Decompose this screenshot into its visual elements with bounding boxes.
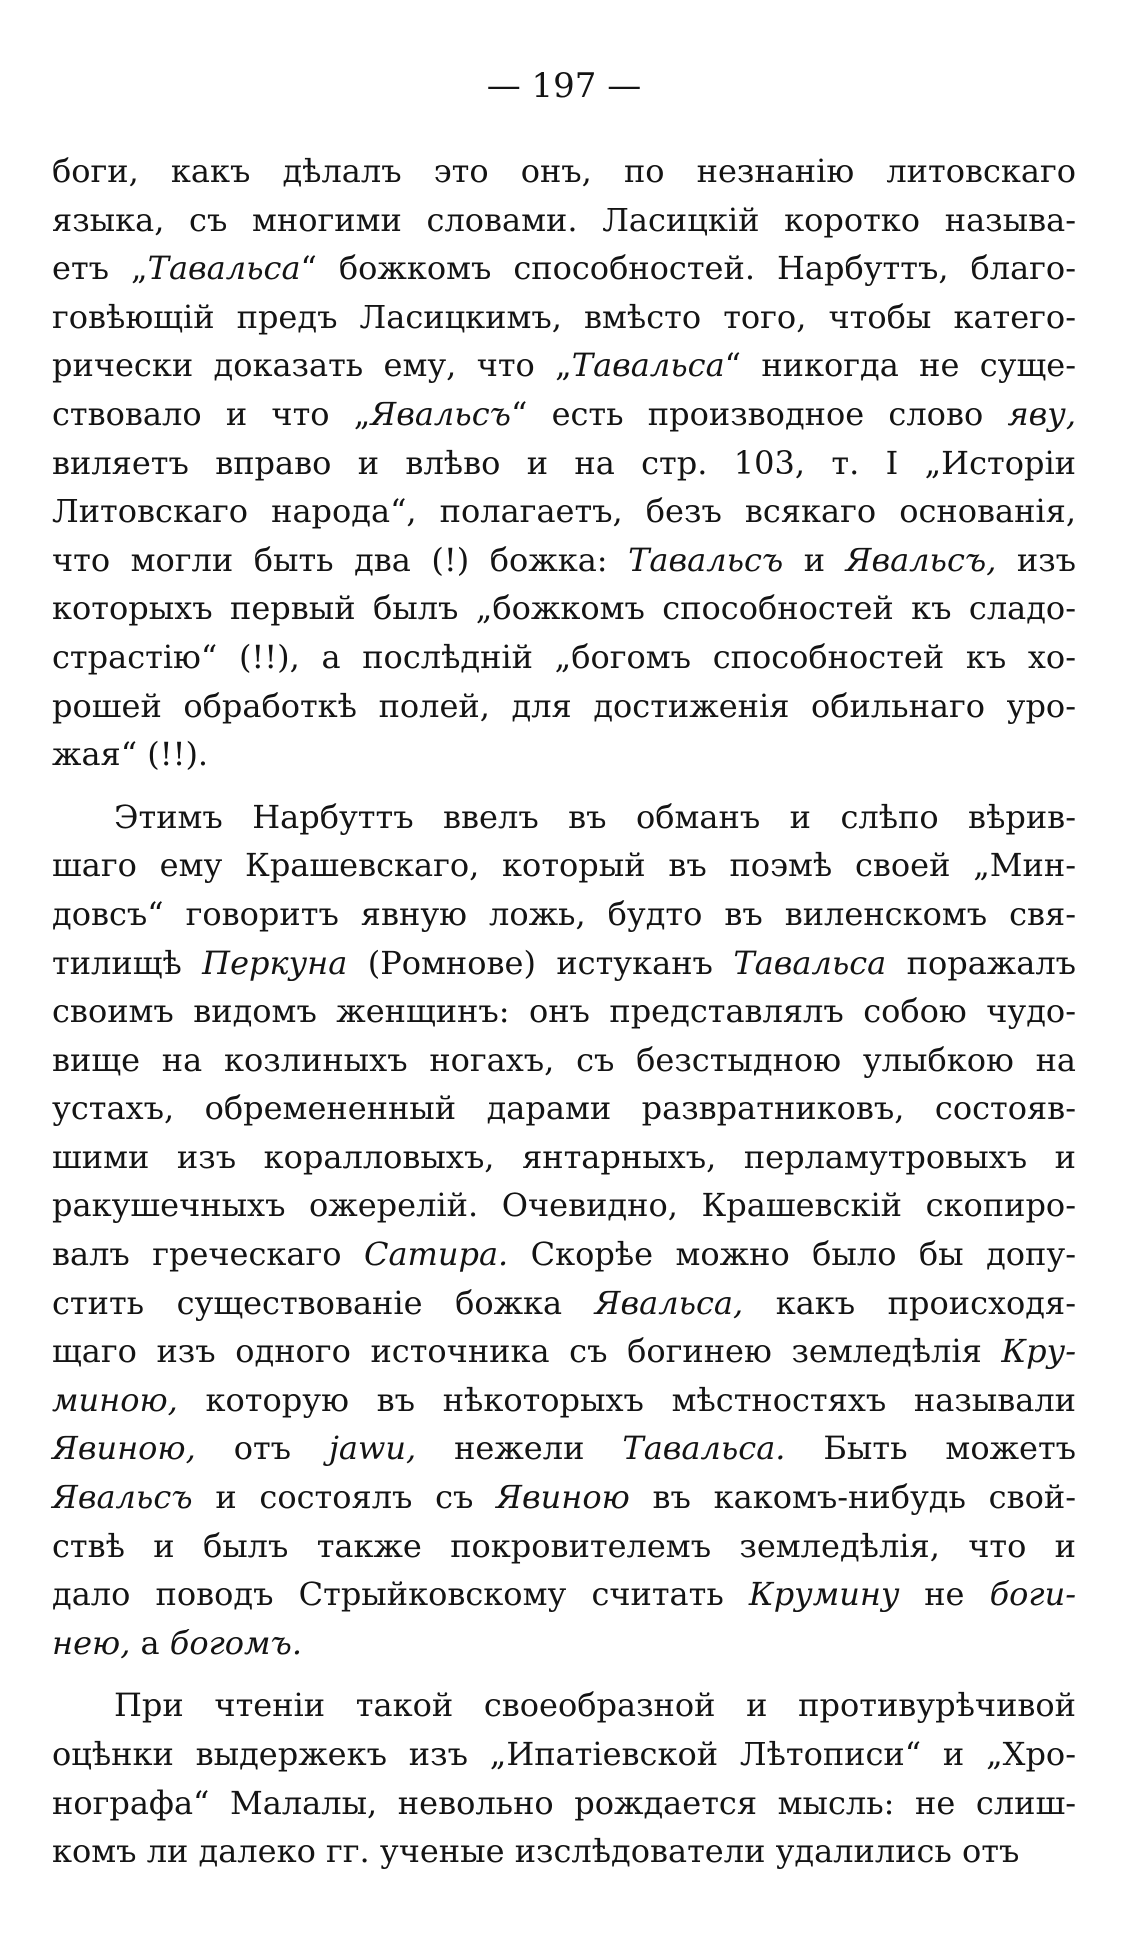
paragraph-gap [52, 1667, 1076, 1681]
book-page [52, 58, 1076, 1876]
text-line: устахъ, обремененный дарами развратниковъ, состояв- [52, 1089, 1076, 1128]
text-line: языка, съ многими словами. Ласицкій коротко называ- [52, 200, 1076, 239]
text-line: которыхъ первый былъ „божкомъ способностей къ сладо- [52, 589, 1076, 628]
text-line: шими изъ кораллoвыхъ, янтарныхъ, перламутровыхъ и [52, 1137, 1076, 1176]
page-number: — 197 — [486, 66, 642, 106]
text-body [52, 147, 1076, 1876]
text-line: боги, какъ дѣлалъ это онъ, по незнанію литовскаго [52, 152, 1076, 190]
text-line: миною, которую въ нѣкоторыхъ мѣстностяхъ называли [52, 1380, 1076, 1419]
text-line: комъ ли далеко гг. ученые изслѣдователи удалились отъ [52, 1832, 1020, 1871]
text-line: рошей обработкѣ полей, для достиженія обильнаго уро- [52, 686, 1076, 725]
paragraph-gap [52, 779, 1076, 793]
text-line: стить существованіе божка Явальса, какъ происходя- [52, 1283, 1077, 1322]
text-line: нею, а богомъ. [52, 1623, 303, 1662]
paragraph-1 [52, 147, 1076, 779]
text-line: вище на козлиныхъ ногахъ, съ безстыдною улыбкою на [52, 1040, 1076, 1079]
text-line: Явальсъ и состоялъ съ Явиною въ какомъ-нибудь свой- [52, 1478, 1076, 1517]
text-line: валъ греческаго Сатира. Скорѣе можно было бы допу- [52, 1235, 1077, 1274]
text-line: рически доказать ему, что „Тавальса“ никогда не суще- [52, 346, 1077, 385]
text-line: жая“ (!!). [52, 735, 209, 774]
text-line: оцѣнки выдержекъ изъ „Ипатіевской Лѣтописи“ и „Хро- [52, 1735, 1076, 1773]
text-line: ствовало и что „Явальсъ“ есть производное слово яву, [52, 394, 1077, 433]
text-line: говѣющій предъ Ласицкимъ, вмѣсто того, чтобы катего- [52, 297, 1076, 336]
text-line: что могли быть два (!) божка: Тавальсъ и Явальсъ, изъ [52, 540, 1077, 579]
text-line: етъ „Тавальса“ божкомъ способностей. Нарбуттъ, благо- [52, 249, 1077, 288]
text-line: страстію“ (!!), а послѣдній „богомъ способностей къ хо- [52, 637, 1076, 676]
paragraph-3 [52, 1681, 1076, 1875]
text-line: виляетъ вправо и влѣво и на стр. 103, т. I „Исторіи [52, 443, 1076, 482]
text-line: дало поводъ Стрыйковскому считать Круминy не боги- [52, 1575, 1077, 1614]
text-line: Литовскаго народа“, полагаетъ, безъ всякаго основанія, [52, 492, 1076, 531]
text-line: Этимъ Нарбуттъ ввелъ въ обманъ и слѣпо вѣрив- [114, 797, 1076, 836]
text-line: своимъ видомъ женщинъ: онъ представлялъ собою чудо- [52, 992, 1076, 1031]
text-line: довсъ“ говоритъ явную ложь, будто въ виленскомъ свя- [52, 894, 1076, 933]
text-line: шаго ему Крашевскаго, который въ поэмѣ своей „Мин- [52, 846, 1076, 885]
paragraph-2 [52, 793, 1076, 1668]
text-line: ракушечныхъ ожерелій. Очевидно, Крашевскій скопиро- [52, 1186, 1076, 1225]
text-line: щаго изъ одного источника съ богинею земледѣлія Кру- [52, 1332, 1076, 1371]
text-line: тилищѣ Перкуна (Ромнове) истуканъ Тавальса поражалъ [52, 943, 1077, 982]
text-line: Явиною, отъ jawu, нежели Тавальса. Быть можетъ [52, 1429, 1077, 1468]
text-line: нографа“ Малалы, невольно рождается мысль: не слиш- [52, 1783, 1076, 1822]
text-line: При чтеніи такой своеобразной и противурѣчивой [114, 1686, 1076, 1725]
text-line: ствѣ и былъ также покровителемъ земледѣлія, что и [52, 1526, 1076, 1565]
